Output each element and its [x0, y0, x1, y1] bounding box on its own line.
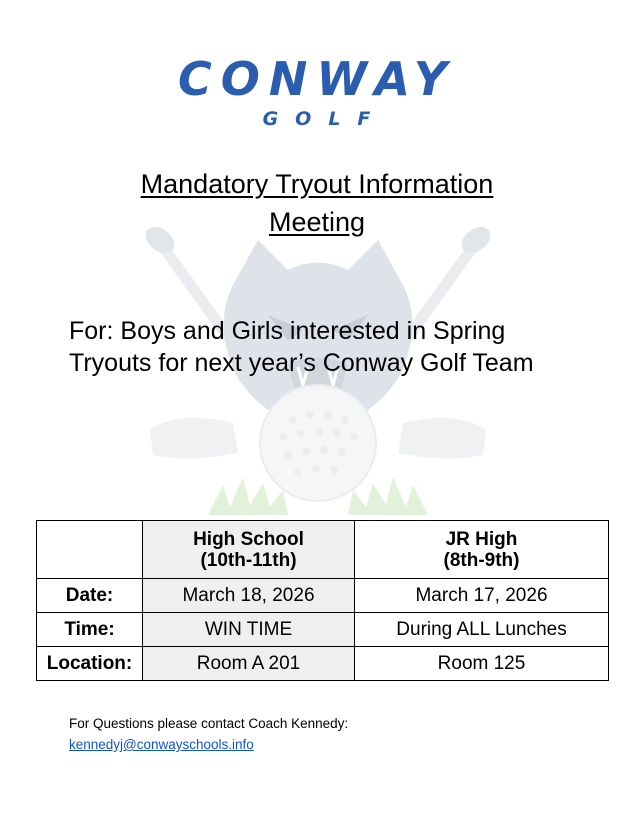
header-jr-high [355, 521, 609, 579]
logo-subtitle: GOLF [262, 108, 388, 130]
time-jr-high: During ALL Lunches [355, 613, 609, 647]
logo-title: CONWAY [177, 52, 457, 106]
table-header-row [37, 521, 609, 579]
audience-text [69, 315, 589, 379]
date-high-school: March 18, 2026 [143, 579, 355, 613]
row-label-date: Date: [37, 579, 143, 613]
header-high-school [143, 521, 355, 579]
contact-text: For Questions please contact Coach Kennedy: [69, 716, 349, 731]
row-label-location: Location: [37, 647, 143, 681]
header-high-school-grades: (10th-11th) [200, 549, 297, 571]
header-jr-high-name: JR High [445, 528, 518, 550]
row-label-time: Time: [37, 613, 143, 647]
contact-info [69, 713, 348, 755]
headline [0, 165, 634, 241]
header-jr-high-grades: (8th-9th) [443, 549, 520, 571]
audience-line-2: Tryouts for next year’s Conway Golf Team [69, 349, 534, 377]
table-row-location [37, 647, 609, 681]
time-high-school: WIN TIME [143, 613, 355, 647]
date-jr-high: March 17, 2026 [355, 579, 609, 613]
header-high-school-name: High School [193, 528, 304, 550]
header-empty-cell [37, 521, 143, 579]
headline-line-2: Meeting [268, 207, 366, 237]
table-row-time [37, 613, 609, 647]
table-row-date [37, 579, 609, 613]
headline-line-1: Mandatory Tryout Information [140, 169, 494, 199]
location-jr-high: Room 125 [355, 647, 609, 681]
tryout-schedule-table [36, 520, 609, 681]
contact-email-link[interactable]: kennedyj@conwayschools.info [69, 737, 254, 752]
location-high-school: Room A 201 [143, 647, 355, 681]
audience-line-1: For: Boys and Girls interested in Spring [69, 317, 506, 345]
